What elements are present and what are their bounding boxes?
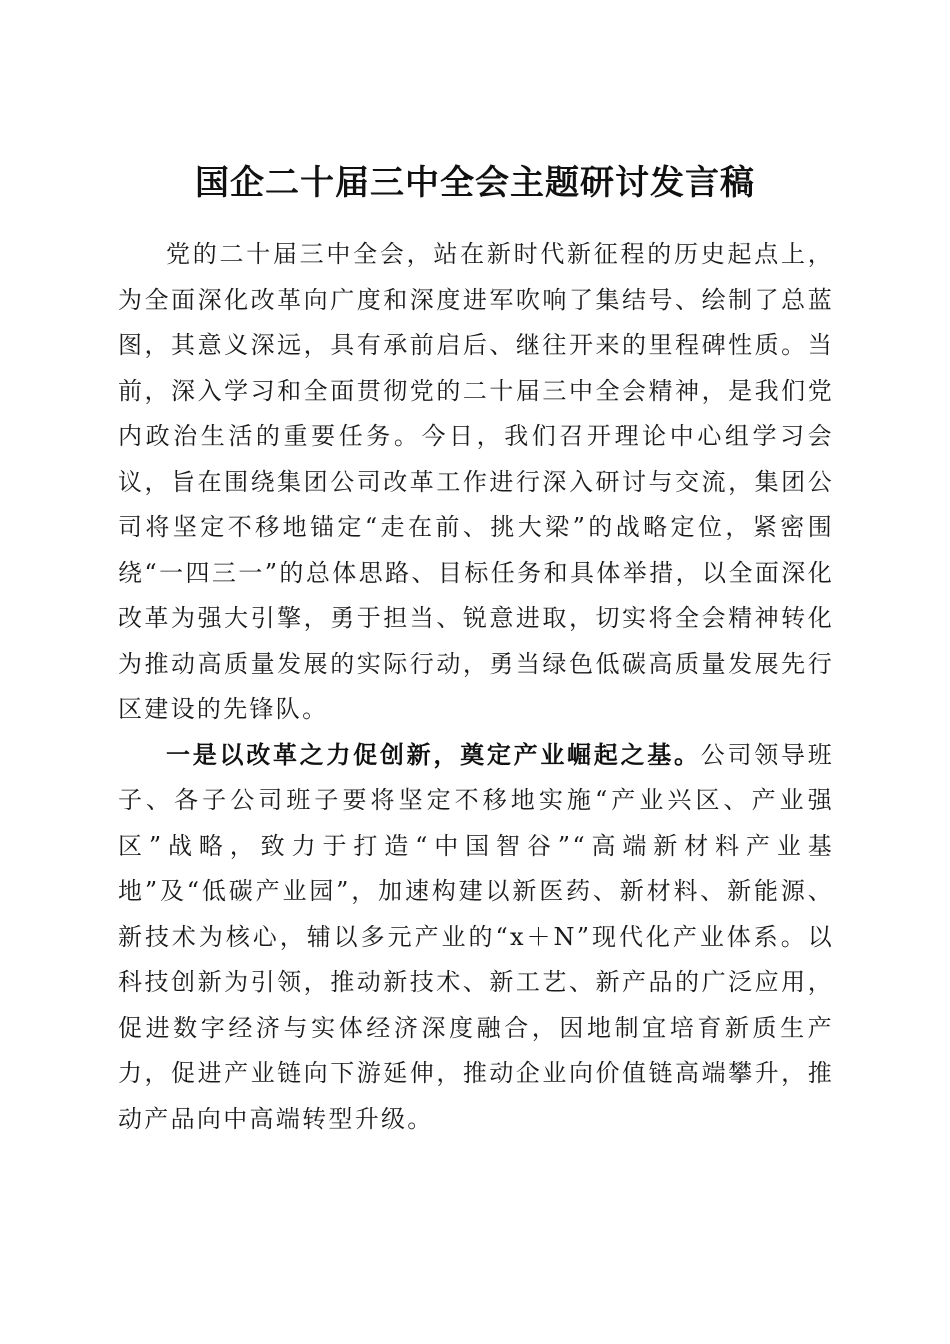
paragraph-lead-heading: 一是以改革之力促创新，奠定产业崛起之基。 bbox=[166, 740, 701, 769]
document-title: 国企二十届三中全会主题研讨发言稿 bbox=[195, 162, 755, 203]
paragraph-point-one bbox=[118, 733, 834, 1143]
paragraph-text: 党的二十届三中全会，站在新时代新征程的历史起点上，为全面深化改革向广度和深度进军吹响了集结号、绘制了总蓝图，其意义深远，具有承前启后、继往开来的里程碑性质。当前，深入学习和全面贯彻党的二十届三中全会精神，是我们党内政治生活的重要任务。今日，我们召开理论中心组学习会议，旨在围绕集团公司改革工作进行深入研讨与交流，集团公司将坚定不移地锚定“走在前、挑大梁”的战略定位，紧密围绕“一四三一”的总体思路、目标任务和具体举措，以全面深化改革为强大引擎，勇于担当、锐意进取，切实将全会精神转化为推动高质量发展的实际行动，勇当绿色低碳高质量发展先行区建设的先锋队。 bbox=[118, 240, 834, 723]
document-body bbox=[118, 232, 834, 1142]
paragraph-intro bbox=[118, 232, 834, 733]
paragraph-text: 公司领导班子、各子公司班子要将坚定不移地实施“产业兴区、产业强区”战略，致力于打造“中国智谷”“高端新材料产业基地”及“低碳产业园”，加速构建以新医药、新材料、新能源、新技术为核心，辅以多元产业的“x＋N”现代化产业体系。以科技创新为引领，推动新技术、新工艺、新产品的广泛应用，促进数字经济与实体经济深度融合，因地制宜培育新质生产力，促进产业链向下游延伸，推动企业向价值链高端攀升，推动产品向中高端转型升级。 bbox=[118, 740, 834, 1133]
